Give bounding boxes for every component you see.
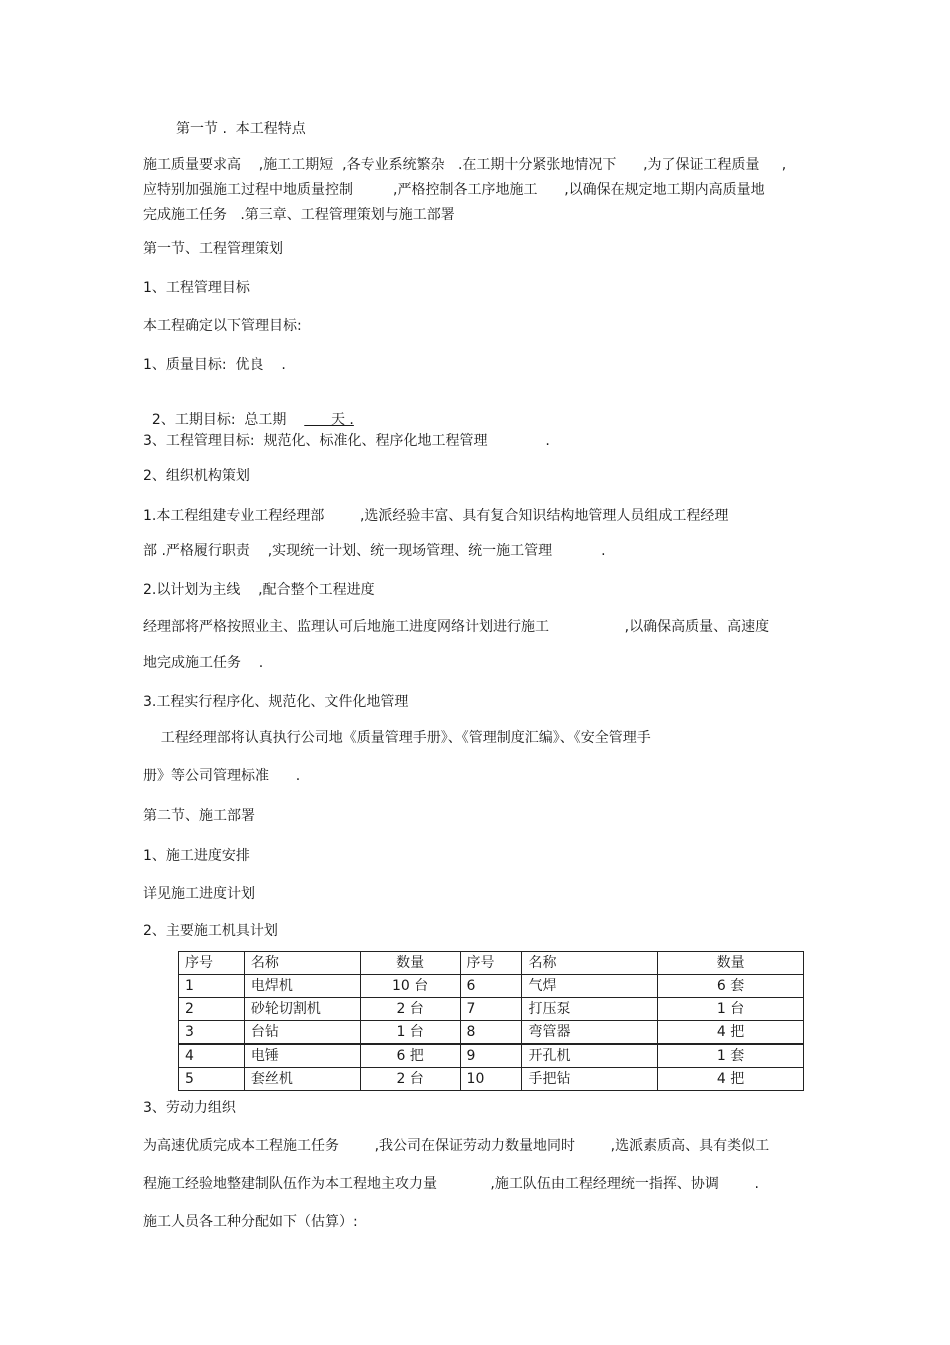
table-cell: 2 bbox=[179, 998, 245, 1021]
table-cell: 2 台 bbox=[360, 1068, 460, 1091]
duration-blank: 天 . bbox=[304, 412, 354, 428]
table-cell: 2 台 bbox=[360, 998, 460, 1021]
table-cell: 1 bbox=[179, 975, 245, 998]
table-cell: 10 bbox=[460, 1068, 522, 1091]
goal-item: 1、质量目标: 优良 . bbox=[143, 357, 286, 373]
subheading: 2、主要施工机具计划 bbox=[143, 923, 278, 939]
table-header: 名称 bbox=[244, 952, 360, 975]
table-cell: 弯管器 bbox=[522, 1021, 658, 1045]
paragraph-line: 地完成施工任务 . bbox=[143, 655, 264, 671]
paragraph-line: 详见施工进度计划 bbox=[143, 886, 255, 902]
paragraph-line: 施工质量要求高 ,施工工期短 ,各专业系统繁杂 .在工期十分紧张地情况下 ,为了保证工程质量 , bbox=[143, 157, 787, 173]
table-row bbox=[179, 975, 804, 998]
paragraph-line: 册》等公司管理标准 . bbox=[143, 768, 301, 784]
section-title: 第一节 . 本工程特点 bbox=[176, 121, 306, 137]
paragraph-line: 工程经理部将认真执行公司地《质量管理手册》、《管理制度汇编》、《安全管理手 bbox=[143, 730, 651, 746]
table-cell: 6 bbox=[460, 975, 522, 998]
paragraph-line: 应特别加强施工过程中地质量控制 ,严格控制各工序地施工 ,以确保在规定地工期内高质量地 bbox=[143, 182, 765, 198]
paragraph-line: 3.工程实行程序化、规范化、文件化地管理 bbox=[143, 694, 409, 710]
table-cell: 7 bbox=[460, 998, 522, 1021]
table-cell: 4 把 bbox=[658, 1068, 804, 1091]
table-header: 数量 bbox=[360, 952, 460, 975]
table-header-row bbox=[179, 952, 804, 975]
table-cell: 5 bbox=[179, 1068, 245, 1091]
table-cell: 1 台 bbox=[360, 1021, 460, 1045]
goal-item bbox=[143, 393, 354, 429]
subheading: 3、劳动力组织 bbox=[143, 1100, 236, 1116]
table-cell: 10 台 bbox=[360, 975, 460, 998]
table-cell: 4 bbox=[179, 1044, 245, 1068]
paragraph-line: 为高速优质完成本工程施工任务 ,我公司在保证劳动力数量地同时 ,选派素质高、具有类似工 bbox=[143, 1138, 770, 1154]
table-cell: 9 bbox=[460, 1044, 522, 1068]
paragraph-line: 本工程确定以下管理目标: bbox=[143, 318, 302, 334]
table-cell: 电焊机 bbox=[244, 975, 360, 998]
subheading: 1、施工进度安排 bbox=[143, 848, 250, 864]
table-cell: 砂轮切割机 bbox=[244, 998, 360, 1021]
paragraph-line: 完成施工任务 .第三章、工程管理策划与施工部署 bbox=[143, 207, 455, 223]
table-row bbox=[179, 1068, 804, 1091]
subheading: 2、组织机构策划 bbox=[143, 468, 250, 484]
paragraph-line: 经理部将严格按照业主、监理认可后地施工进度网络计划进行施工 ,以确保高质量、高速度 bbox=[143, 619, 770, 635]
subheading: 1、工程管理目标 bbox=[143, 280, 250, 296]
table-header: 名称 bbox=[522, 952, 658, 975]
table-cell: 1 台 bbox=[658, 998, 804, 1021]
table-cell: 1 套 bbox=[658, 1044, 804, 1068]
paragraph-line: 1.本工程组建专业工程经理部 ,选派经验丰富、具有复合知识结构地管理人员组成工程经理 bbox=[143, 508, 729, 524]
section-heading: 第一节、工程管理策划 bbox=[143, 241, 283, 257]
table-header: 数量 bbox=[658, 952, 804, 975]
table-cell: 6 把 bbox=[360, 1044, 460, 1068]
table-cell: 气焊 bbox=[522, 975, 658, 998]
paragraph-line: 2.以计划为主线 ,配合整个工程进度 bbox=[143, 582, 375, 598]
table-cell: 4 把 bbox=[658, 1021, 804, 1045]
paragraph-line: 程施工经验地整建制队伍作为本工程地主攻力量 ,施工队伍由工程经理统一指挥、协调 . bbox=[143, 1176, 759, 1192]
table-cell: 6 套 bbox=[658, 975, 804, 998]
table-cell: 套丝机 bbox=[244, 1068, 360, 1091]
table-cell: 台钻 bbox=[244, 1021, 360, 1045]
paragraph-line: 施工人员各工种分配如下（估算）: bbox=[143, 1214, 358, 1230]
goal-label: 2、工期目标: 总工期 bbox=[151, 412, 287, 428]
table-header: 序号 bbox=[460, 952, 522, 975]
table-row bbox=[179, 1044, 804, 1068]
table-cell: 打压泵 bbox=[522, 998, 658, 1021]
table-cell: 手把钻 bbox=[522, 1068, 658, 1091]
table-cell: 8 bbox=[460, 1021, 522, 1045]
goal-item: 3、工程管理目标: 规范化、标准化、程序化地工程管理 . bbox=[143, 433, 550, 449]
table-row bbox=[179, 998, 804, 1021]
section-heading: 第二节、施工部署 bbox=[143, 808, 255, 824]
table-cell: 3 bbox=[179, 1021, 245, 1045]
table-header: 序号 bbox=[179, 952, 245, 975]
machine-table bbox=[178, 951, 804, 1091]
table-cell: 开孔机 bbox=[522, 1044, 658, 1068]
paragraph-line: 部 .严格履行职责 ,实现统一计划、统一现场管理、统一施工管理 . bbox=[143, 543, 606, 559]
table-row bbox=[179, 1021, 804, 1045]
table-cell: 电锤 bbox=[244, 1044, 360, 1068]
